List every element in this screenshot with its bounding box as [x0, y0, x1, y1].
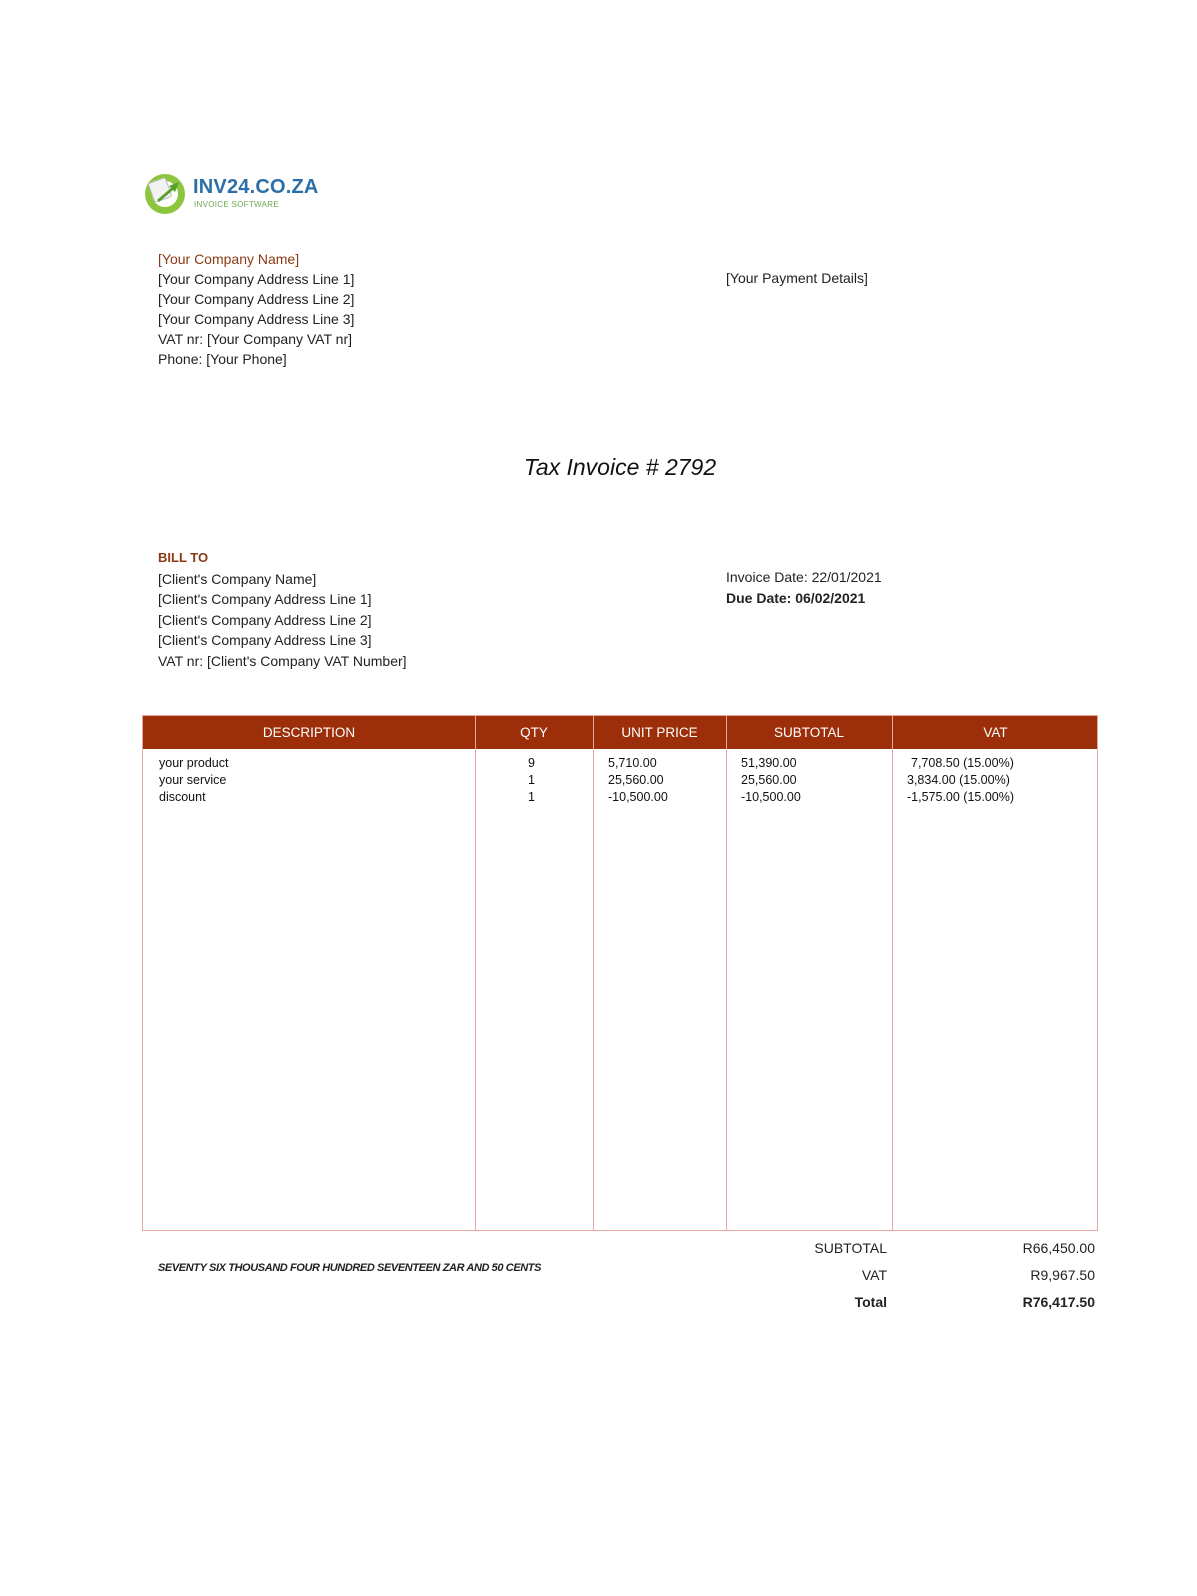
- header-subtotal: SUBTOTAL: [773, 725, 845, 740]
- row-qty: 1: [528, 790, 535, 804]
- row-subtotal: 51,390.00: [741, 756, 797, 770]
- client-vat: VAT nr: [Client's Company VAT Number]: [158, 652, 407, 669]
- vat-label: VAT: [861, 1267, 887, 1283]
- total-value: R76,417.50: [1022, 1294, 1095, 1310]
- header-qty: QTY: [520, 725, 548, 740]
- amount-in-words: SEVENTY SIX THOUSAND FOUR HUNDRED SEVENTEEN ZAR AND 50 CENTS: [158, 1262, 542, 1274]
- subtotal-label: SUBTOTAL: [814, 1240, 887, 1256]
- company-vat: VAT nr: [Your Company VAT nr]: [158, 331, 353, 347]
- row-vat: 7,708.50 (15.00%): [911, 756, 1014, 770]
- company-address-line-3: [Your Company Address Line 3]: [158, 311, 355, 327]
- row-description: your service: [159, 773, 227, 787]
- row-unit-price: 5,710.00: [608, 756, 657, 770]
- row-vat: -1,575.00 (15.00%): [907, 790, 1015, 804]
- logo-icon: [143, 170, 191, 218]
- logo-brand: INV24.CO.ZA: [193, 176, 319, 198]
- row-subtotal: -10,500.00: [741, 790, 801, 804]
- company-address-line-1: [Your Company Address Line 1]: [158, 271, 355, 287]
- row-vat: 3,834.00 (15.00%): [907, 773, 1010, 787]
- invoice-date: Invoice Date: 22/01/2021: [726, 569, 882, 585]
- header-vat: VAT: [983, 725, 1008, 740]
- row-unit-price: 25,560.00: [608, 773, 664, 787]
- header-description: DESCRIPTION: [262, 725, 356, 740]
- company-phone: Phone: [Your Phone]: [158, 351, 287, 367]
- vat-value: R9,967.50: [1030, 1267, 1095, 1283]
- header-unit-price: UNIT PRICE: [621, 725, 698, 740]
- total-label: Total: [854, 1294, 887, 1310]
- client-address-line-2: [Client's Company Address Line 2]: [158, 611, 372, 628]
- company-details: [158, 249, 354, 369]
- logo-tagline: INVOICE SOFTWARE: [194, 200, 279, 209]
- company-name: [Your Company Name]: [158, 251, 300, 267]
- row-description: your product: [159, 756, 229, 770]
- client-company-name: [Client's Company Name]: [158, 570, 317, 587]
- column-divider: [726, 716, 727, 1230]
- invoice-title: Tax Invoice # 2792: [523, 454, 717, 480]
- row-subtotal: 25,560.00: [741, 773, 797, 787]
- column-divider: [593, 716, 594, 1230]
- company-address-line-2: [Your Company Address Line 2]: [158, 291, 355, 307]
- bill-to-heading: BILL TO: [158, 550, 209, 565]
- due-date: Due Date: 06/02/2021: [726, 589, 866, 606]
- column-divider: [892, 716, 893, 1230]
- payment-details: [Your Payment Details]: [726, 270, 868, 286]
- row-unit-price: -10,500.00: [608, 790, 668, 804]
- row-qty: 1: [528, 773, 535, 787]
- bill-to-block: [158, 548, 407, 671]
- invoice-dates: [726, 567, 882, 608]
- row-description: discount: [159, 790, 206, 804]
- subtotal-value: R66,450.00: [1022, 1240, 1095, 1256]
- company-logo: [143, 170, 319, 220]
- line-items-table: [142, 715, 1098, 1231]
- row-qty: 9: [528, 756, 535, 770]
- client-address-line-1: [Client's Company Address Line 1]: [158, 591, 372, 607]
- column-divider: [475, 716, 476, 1230]
- client-address-line-3: [Client's Company Address Line 3]: [158, 632, 372, 648]
